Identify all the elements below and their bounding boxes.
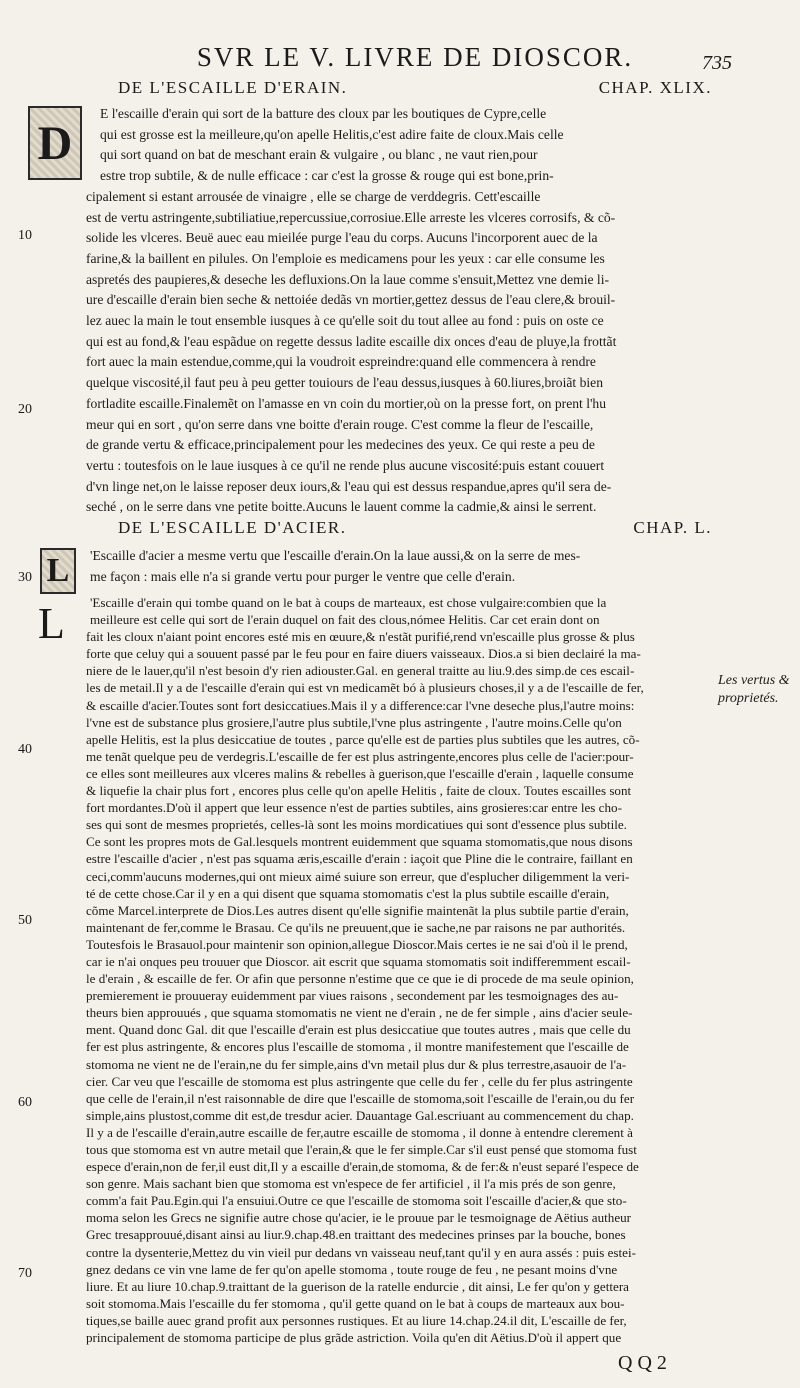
- text-line: cõme Marcel.interprete de Dios.Les autres disent qu'elle signifie maintenãt la plus subtile partie d'erain,: [86, 902, 629, 918]
- text-line: que celle de l'erain,il n'est raisonnable de dire que l'escaille de stomoma,soit l'escaille de l'erain,ou du fer: [86, 1090, 635, 1106]
- text-line: qui est grosse est la meilleure,qu'on apelle Helitis,c'est adire faite de cloux.Mais celle: [100, 126, 564, 142]
- text-line: comm'a fait Pau.Egin.qui l'a ensuiui.Outre ce que l'escaille de stomoma soit l'escaille d'acier,& que sto-: [86, 1193, 627, 1209]
- text-line: l'vne est de substance plus grosiere,l'autre plus subtile,l'vne plus astringente , l'autre moins.Celle qu'on: [86, 714, 622, 730]
- text-line: qui sort quand on bat de meschant erain & vulgaire , ou blanc , ne vaut rien,pour: [100, 147, 538, 163]
- line-number-60: 60: [18, 1095, 32, 1110]
- text-line: & liquefie la chair plus fort , encores plus celle qu'on apelle Helitis , faite de cloux. Toutes escailles sont: [86, 783, 632, 799]
- chapter-49-text: [86, 104, 712, 518]
- text-line: 'Escaille d'erain qui tombe quand on le bat à coups de marteaux, est chose vulgaire:combien que la: [90, 595, 607, 610]
- text-line: Il y a de l'escaille d'erain,autre escaille de fer,autre escaille de stomoma , il donne à entendre clerement à: [86, 1124, 633, 1140]
- text-line: me façon : mais elle n'a si grande vertu pour purger le ventre que celle d'erain.: [90, 568, 516, 584]
- text-line: les de metail.Il y a de l'escaille d'erain qui est vn medicamẽt bó à plusieurs choses,il y a de l'escaille de fer,: [86, 680, 644, 696]
- text-line: car ie n'ai onques peu trouuer que Dioscor. ait escrit que squama stomomatis soit indifferemment escail-: [86, 953, 631, 969]
- chapter-50-heading: [118, 518, 712, 544]
- text-line: Grec tresapprouué,disant ainsi au liur.9.chap.48.en traittant des medecines prinses par la bouche, bones: [86, 1227, 626, 1243]
- chapter-50-number: CHAP. L.: [633, 518, 712, 537]
- line-number-20: 20: [18, 402, 32, 417]
- line-number-10: 10: [18, 228, 32, 243]
- text-line: fait les cloux n'aiant point encores esté mis en œuure,& n'estãt purifié,rend vn'escaille plus grosse & plus: [86, 629, 635, 645]
- text-line: theurs bien approuués , que squama stomomatis ne vient ne d'erain , ne de fer simple , ains d'acier seule-: [86, 1005, 633, 1021]
- text-line: simple,ains plustost,comme dit est,de tresdur acier. Dauantage Gal.escriuant au commencement du chap.: [86, 1107, 634, 1123]
- text-line: seché , on le serre dans vne petite boitte.Aucuns le lauent comme la cadmie,& ainsi le serrent.: [86, 499, 597, 515]
- text-line: ure d'escaille d'erain bien seche & nettoiée dedãs vn mortier,gettez dessus de l'eau clere,& brouil-: [86, 292, 616, 308]
- commentary-initial-l: L: [38, 599, 65, 648]
- text-line: qui est au fond,& l'eau espãdue on regette dessus ladite escaille dix onces d'eau de pluye,la frottãt: [86, 333, 617, 349]
- text-line: principalement de stomoma participe de plus grãde astriction. Voila qu'en dit Aëtius.D'où il appert que: [86, 1330, 622, 1346]
- text-line: tiques,se baille auec grand profit aux personnes rustiques. Et au liure 14.chap.24.il dit, L'escaille de fer,: [86, 1312, 627, 1328]
- text-line: ce elles sont meilleures aux vlceres malins & rebelles à guerison,que l'escaille d'erain , laquelle consume: [86, 765, 634, 781]
- page-number: 735: [702, 52, 732, 74]
- text-line: aspretés des paupieres,& deseche les defluxions.On la laue comme s'ensuit,Mettez vne demie li-: [86, 271, 609, 287]
- decorated-initial-d: D: [28, 106, 82, 180]
- text-line: liure. Et au liure 10.chap.9.traittant de la guerison de la ratelle endurcie , dit ainsi, Le fer qu'on y gettera: [86, 1278, 629, 1294]
- text-line: cier. Car veu que l'escaille de stomoma est plus astringente que celle du fer , celle du fer plus astringente: [86, 1073, 633, 1089]
- line-number-70: 70: [18, 1266, 32, 1281]
- text-line: stomoma ne vient ne de l'erain,ne du fer simple,ains d'vn metail plus dur & plus terrestre,asauoir de l'a-: [86, 1056, 627, 1072]
- text-line: de grande vertu & efficace,principalement pour les medecines des yeux. Ce qui reste a peu de: [86, 437, 595, 453]
- line-number-50: 50: [18, 913, 32, 928]
- text-line: me tenãt quelque peu de verdegris.L'escaille de fer est plus astringente,encores plus celle de l'acier:pour-: [86, 748, 634, 764]
- text-line: ceci,comm'aucuns modernes,qui ont mieux aimé suiure son erreur, que d'esplucher diligemment la veri-: [86, 868, 630, 884]
- text-line: quelque viscosité,il faut peu à peu getter touiours de l'eau dessus,iusques à 60.liures,broiãt bien: [86, 375, 603, 391]
- text-line: contre la dysenterie,Mettez du vin vieil pur dedans vn vaisseau neuf,tant qu'il y en aura assés : puis estei-: [86, 1244, 636, 1260]
- running-head: SVR LE V. LIVRE DE DIOSCOR.: [196, 42, 634, 72]
- text-line: meur qui en sort , qu'on serre dans vne boitte d'erain rouge. C'est comme la fleur de l'escaille,: [86, 416, 594, 432]
- text-line: espece d'erain,non de fer,il eust dit,Il y a escaille d'erain,de stomoma, & de fer:& n'eust separé l'espece de: [86, 1159, 639, 1175]
- text-line: le d'erain , & escaille de fer. Or afin que personne n'estime que ce que ie di procede de ma seule opinion,: [86, 971, 634, 987]
- text-line: cipalement si estant arrousée de vinaigre , elle se charge de verddegris. Cett'escaille: [86, 188, 541, 204]
- text-line: fer est plus astringente, & encores plus l'escaille de stomoma , il montre manifestement que l'escaille de: [86, 1039, 629, 1055]
- text-line: vertu : toutesfois on le laue iusques à ce qu'il ne rende plus aucune viscosité:puis estant couuert: [86, 457, 605, 473]
- decorated-initial-l: L: [40, 548, 76, 594]
- text-line: niere de le lauer,qu'il n'est besoin d'y rien adiouster.Gal. en general traitte au liu.9.des simp.de ces escail-: [86, 663, 635, 679]
- text-line: 'Escaille d'acier a mesme vertu que l'escaille d'erain.On la laue aussi,& on la serre de mes-: [90, 548, 581, 563]
- chapter-50-text: [86, 546, 712, 587]
- text-line: est de vertu astringente,subtiliatiue,repercussiue,corrosiue.Elle arreste les vlceres corrosifs, & cõ-: [86, 209, 616, 225]
- text-line: fort mordantes.D'où il appert que leur essence n'est de parties subtiles, ains grosieres:car entre les cho-: [86, 800, 622, 816]
- chapter-49-heading: [118, 78, 712, 104]
- text-line: & escaille d'acier.Toutes sont fort desiccatiues.Mais il y a difference:car l'vne deseche plus,l'autre moins:: [86, 697, 635, 713]
- text-line: lez auec la main le tout ensemble iusques à ce qu'elle soit du tout allee au fond : puis on oste ce: [86, 313, 604, 329]
- chapter-49-title: DE L'ESCAILLE D'ERAIN.: [118, 78, 348, 97]
- text-line: E l'escaille d'erain qui sort de la batture des cloux par les boutiques de Cypre,celle: [100, 106, 547, 121]
- commentary-text: [86, 594, 712, 1346]
- text-line: estre l'escaille d'acier , n'est pas squama æris,escaille d'erain : iaçoit que Pline die le contraire, faillant en: [86, 851, 633, 867]
- text-line: estre trop subtile, & de nulle efficace : car c'est la grosse & rouge qui est bone,prin-: [100, 168, 554, 184]
- text-line: tous que stomoma est vn autre metail que l'erain,& que le fer simple.Car s'il eust pensé que stomoma fust: [86, 1142, 637, 1157]
- text-line: apelle Helitis, est la plus desiccatiue de toutes , parce qu'elle est de parties plus subtiles que les autres, cõ-: [86, 731, 640, 747]
- margin-note: Les vertus & proprietés.: [718, 673, 790, 706]
- text-line: solide les vlceres. Beuë auec eau mieilée purge l'eau du corps. Aucuns l'incorporent auec de la: [86, 230, 598, 246]
- text-line: Toutesfois le Brasauol.pour maintenir son opinion,allegue Dioscor.Mais certes ie ne sai d'où il le prend,: [86, 936, 628, 952]
- signature-mark: Q Q 2: [618, 1352, 667, 1374]
- text-line: fortladite escaille.Finalemẽt on l'amasse en vn coin du mortier,où on la presse fort, on prent l'hu: [86, 395, 607, 411]
- text-line: ment. Quand donc Gal. dit que l'escaille d'erain est plus desiccatiue que toutes autres , mais que celle du: [86, 1022, 631, 1038]
- text-line: ses qui sont de mesmes proprietés, celles-là sont les moins mordicatiues qui sont d'essence plus subtile.: [86, 817, 627, 833]
- text-line: maintenant de fer,comme le Brasau. Ce qu'ils ne preuuent,que ie sache,ne par raisons ne par authorités.: [86, 919, 626, 935]
- text-line: moma selon les Grecs ne signifie autre chose qu'acier, ie le prouue par le tesmoignage de Aëtius autheur: [86, 1210, 632, 1226]
- text-line: fort auec la main estendue,comme,qui la voudroit espreindre:quand elle commencera à rendre: [86, 354, 596, 370]
- text-line: forte que celuy qui a souuent passé par le feu pour en faire diuers vaisseaux. Dios.a si bien declairé la ma-: [86, 646, 641, 662]
- text-line: d'vn linge net,on le laisse reposer deux iours,& l'eau qui est dessus respandue,apres qu'il sera de-: [86, 478, 612, 494]
- text-line: premierement ie prouueray euidemment par viues raisons , secondement par les tesmoignages des au-: [86, 988, 619, 1004]
- text-line: Ce sont les propres mots de Gal.lesquels montrent euidemment que squama stomomatis,que nous disons: [86, 834, 633, 850]
- chapter-49-number: CHAP. XLIX.: [598, 78, 712, 97]
- text-line: farine,& la baillent en pilules. On l'emploie es medicamens pour les yeux : car elle consume les: [86, 250, 605, 266]
- text-line: té de cette chose.Car il y en a qui disent que squama stomomatis c'est la plus subtile escaille d'erain,: [86, 885, 610, 901]
- text-line: soit stomoma.Mais l'escaille du fer stomoma , qu'il gette quand on le bat à coups de marteaux aux bou-: [86, 1295, 625, 1311]
- text-line: gnez dedans ce vin vne lame de fer qu'on apelle stomoma , toute rouge de feu , ne pesant moins d'vne: [86, 1261, 618, 1277]
- line-number-30: 30: [18, 570, 32, 585]
- line-number-40: 40: [18, 742, 32, 757]
- text-line: son genre. Mais sachant bien que stomoma est vn'espece de fer artificiel , il l'a mis prés de son genre,: [86, 1176, 616, 1192]
- chapter-50-title: DE L'ESCAILLE D'ACIER.: [118, 518, 347, 537]
- text-line: meilleure est celle qui sort de l'erain duquel on fait des clous,nómee Helitis. Car cet erain dont on: [90, 612, 600, 628]
